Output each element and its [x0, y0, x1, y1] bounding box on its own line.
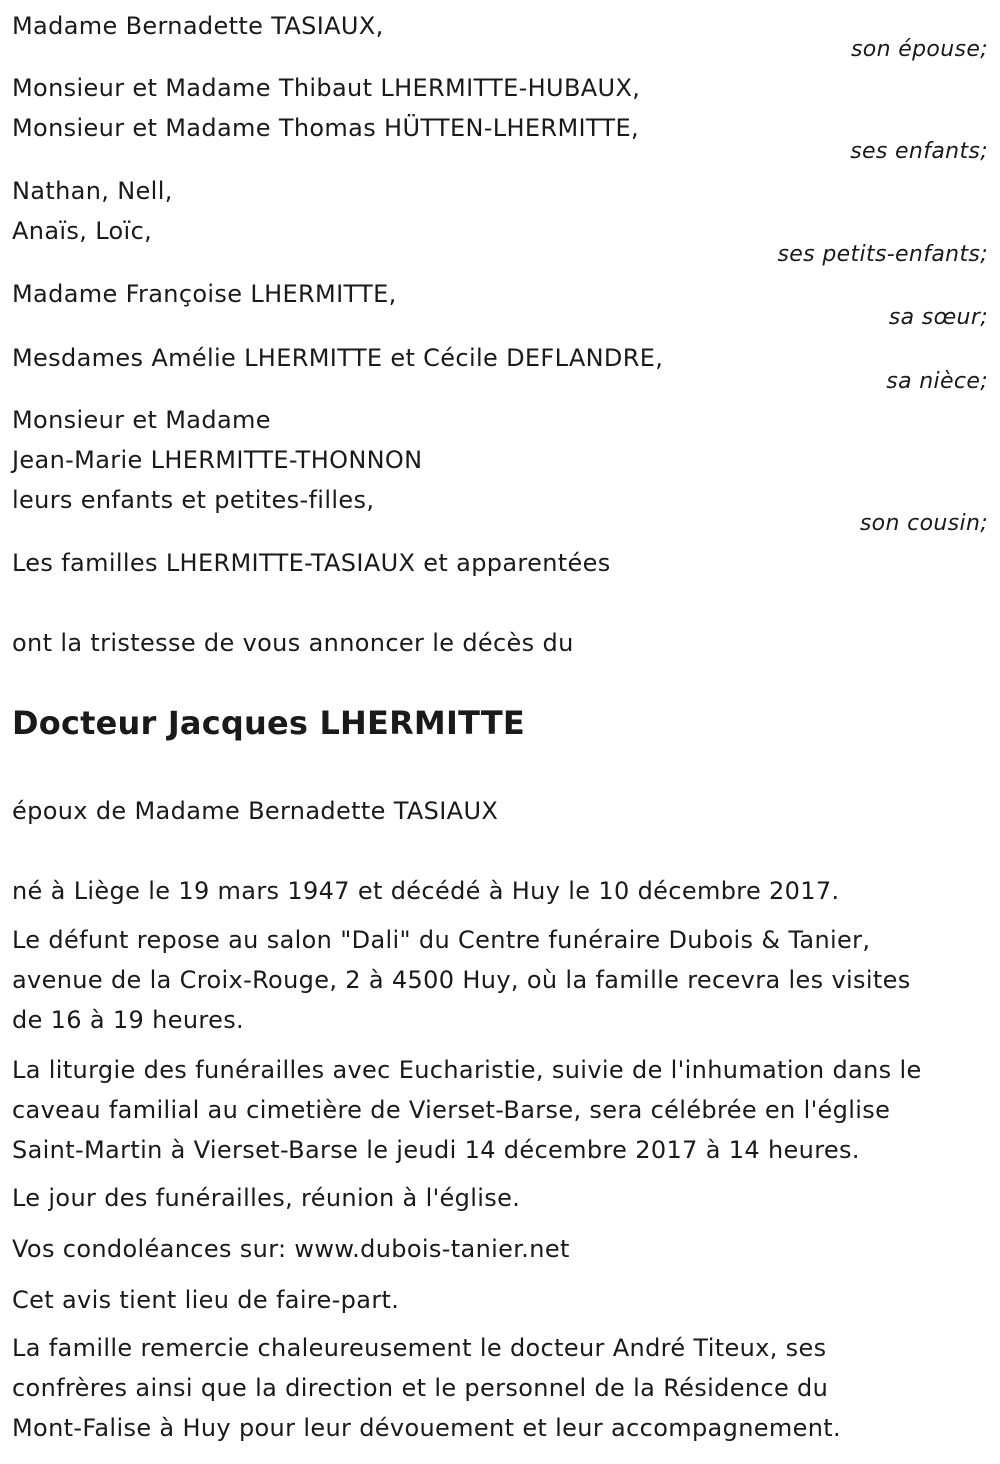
thanks-line: La famille remercie chaleureusement le docteur André Titeux, ses: [12, 1334, 827, 1362]
repose-line: avenue de la Croix-Rouge, 2 à 4500 Huy, où la famille recevra les visites: [12, 966, 911, 994]
relation-label: sa nièce;: [886, 369, 988, 394]
thanks-line: Mont-Falise à Huy pour leur dévouement et leur accompagnement.: [12, 1414, 842, 1442]
family-line: Nathan, Nell,: [12, 177, 173, 205]
family-line: leurs enfants et petites-filles,: [12, 486, 375, 514]
spouse-text: époux de Madame Bernadette TASIAUX: [12, 797, 499, 825]
family-line: Monsieur et Madame: [12, 406, 271, 434]
relation-label: ses enfants;: [850, 139, 988, 164]
relation-label: son cousin;: [859, 511, 988, 536]
family-line: Madame Françoise LHERMITTE,: [12, 280, 397, 308]
meeting-text: Le jour des funérailles, réunion à l'église.: [12, 1184, 521, 1212]
family-line: Monsieur et Madame Thomas HÜTTEN-LHERMITTE,: [12, 114, 640, 142]
condolences-text: Vos condoléances sur: www.dubois-tanier.net: [12, 1235, 570, 1263]
thanks-line: confrères ainsi que la direction et le personnel de la Résidence du: [12, 1374, 829, 1402]
relation-label: son épouse;: [850, 37, 988, 62]
liturgy-line: La liturgie des funérailles avec Eucharistie, suivie de l'inhumation dans le: [12, 1056, 922, 1084]
deceased-name: Docteur Jacques LHERMITTE: [12, 704, 525, 742]
relation-label: ses petits-enfants;: [777, 242, 988, 267]
family-line: Les familles LHERMITTE-TASIAUX et apparentées: [12, 549, 611, 577]
family-line: Madame Bernadette TASIAUX,: [12, 12, 384, 40]
liturgy-line: caveau familial au cimetière de Vierset-Barse, sera célébrée en l'église: [12, 1096, 891, 1124]
birth-death-text: né à Liège le 19 mars 1947 et décédé à Huy le 10 décembre 2017.: [12, 877, 840, 905]
notice-text: Cet avis tient lieu de faire-part.: [12, 1286, 400, 1314]
liturgy-line: Saint-Martin à Vierset-Barse le jeudi 14 décembre 2017 à 14 heures.: [12, 1136, 860, 1164]
family-line: Anaïs, Loïc,: [12, 217, 153, 245]
repose-line: de 16 à 19 heures.: [12, 1006, 245, 1034]
repose-line: Le défunt repose au salon "Dali" du Centre funéraire Dubois & Tanier,: [12, 926, 871, 954]
family-line: Monsieur et Madame Thibaut LHERMITTE-HUBAUX,: [12, 74, 641, 102]
announcement-text: ont la tristesse de vous annoncer le décès du: [12, 629, 574, 657]
family-line: Jean-Marie LHERMITTE-THONNON: [12, 446, 423, 474]
family-line: Mesdames Amélie LHERMITTE et Cécile DEFLANDRE,: [12, 344, 664, 372]
relation-label: sa sœur;: [888, 305, 988, 330]
